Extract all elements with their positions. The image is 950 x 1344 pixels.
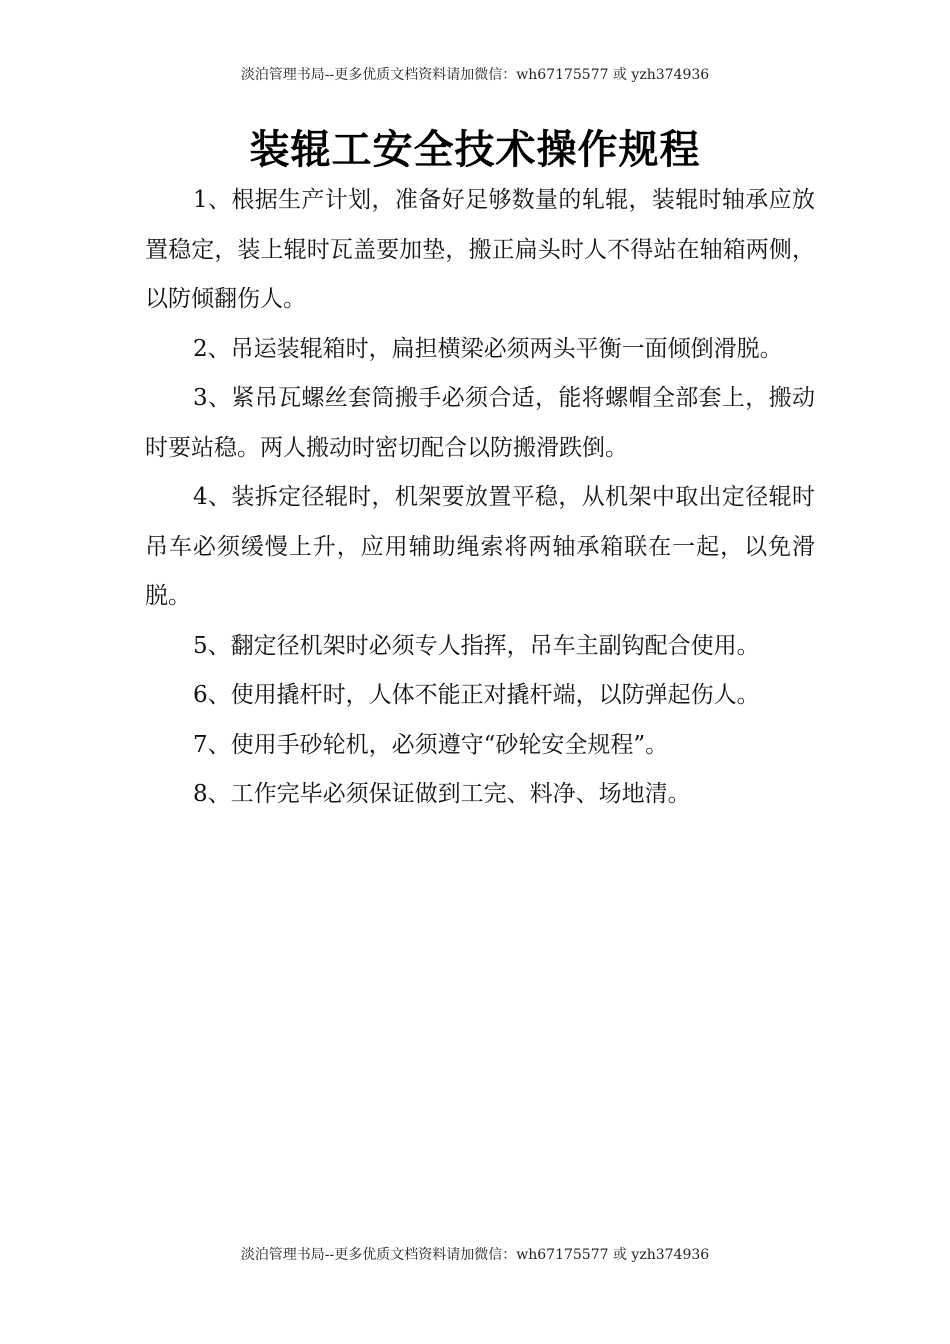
document-title: 装辊工安全技术操作规程 (249, 127, 701, 173)
paragraph-4: 4、装拆定径辊时，机架要放置平稳，从机架中取出定径辊时吊车必须缓慢上升，应用辅助绳索将两轴承箱联在一起，以免滑脱。 (145, 484, 815, 609)
page-footer: 淡泊管理书局--更多优质文档资料请加微信：wh67175577 或 yzh374936 (240, 1247, 710, 1263)
page-header: 淡泊管理书局--更多优质文档资料请加微信：wh67175577 或 yzh374936 (240, 67, 710, 83)
paragraph-6: 6、使用撬杆时，人体不能正对撬杆端，以防弹起伤人。 (193, 682, 760, 708)
paragraph-2: 2、吊运装辊箱时，扁担横梁必须两头平衡一面倾倒滑脱。 (193, 335, 783, 362)
document-body (145, 176, 815, 820)
paragraph-3: 3、紧吊瓦螺丝套筒搬手必须合适，能将螺帽全部套上，搬动时要站稳。两人搬动时密切配合以防搬滑跌倒。 (145, 385, 815, 461)
paragraph-8: 8、工作完毕必须保证做到工完、料净、场地清。 (193, 781, 691, 807)
paragraph-7: 7、使用手砂轮机，必须遵守“砂轮安全规程”。 (193, 731, 669, 758)
paragraph-5: 5、翻定径机架时必须专人指挥，吊车主副钩配合使用。 (193, 632, 760, 659)
paragraph-1: 1、根据生产计划，准备好足够数量的轧辊，装辊时轴承应放置稳定，装上辊时瓦盖要加垫，搬正扁头时人不得站在轴箱两侧，以防倾翻伤人。 (145, 187, 815, 312)
